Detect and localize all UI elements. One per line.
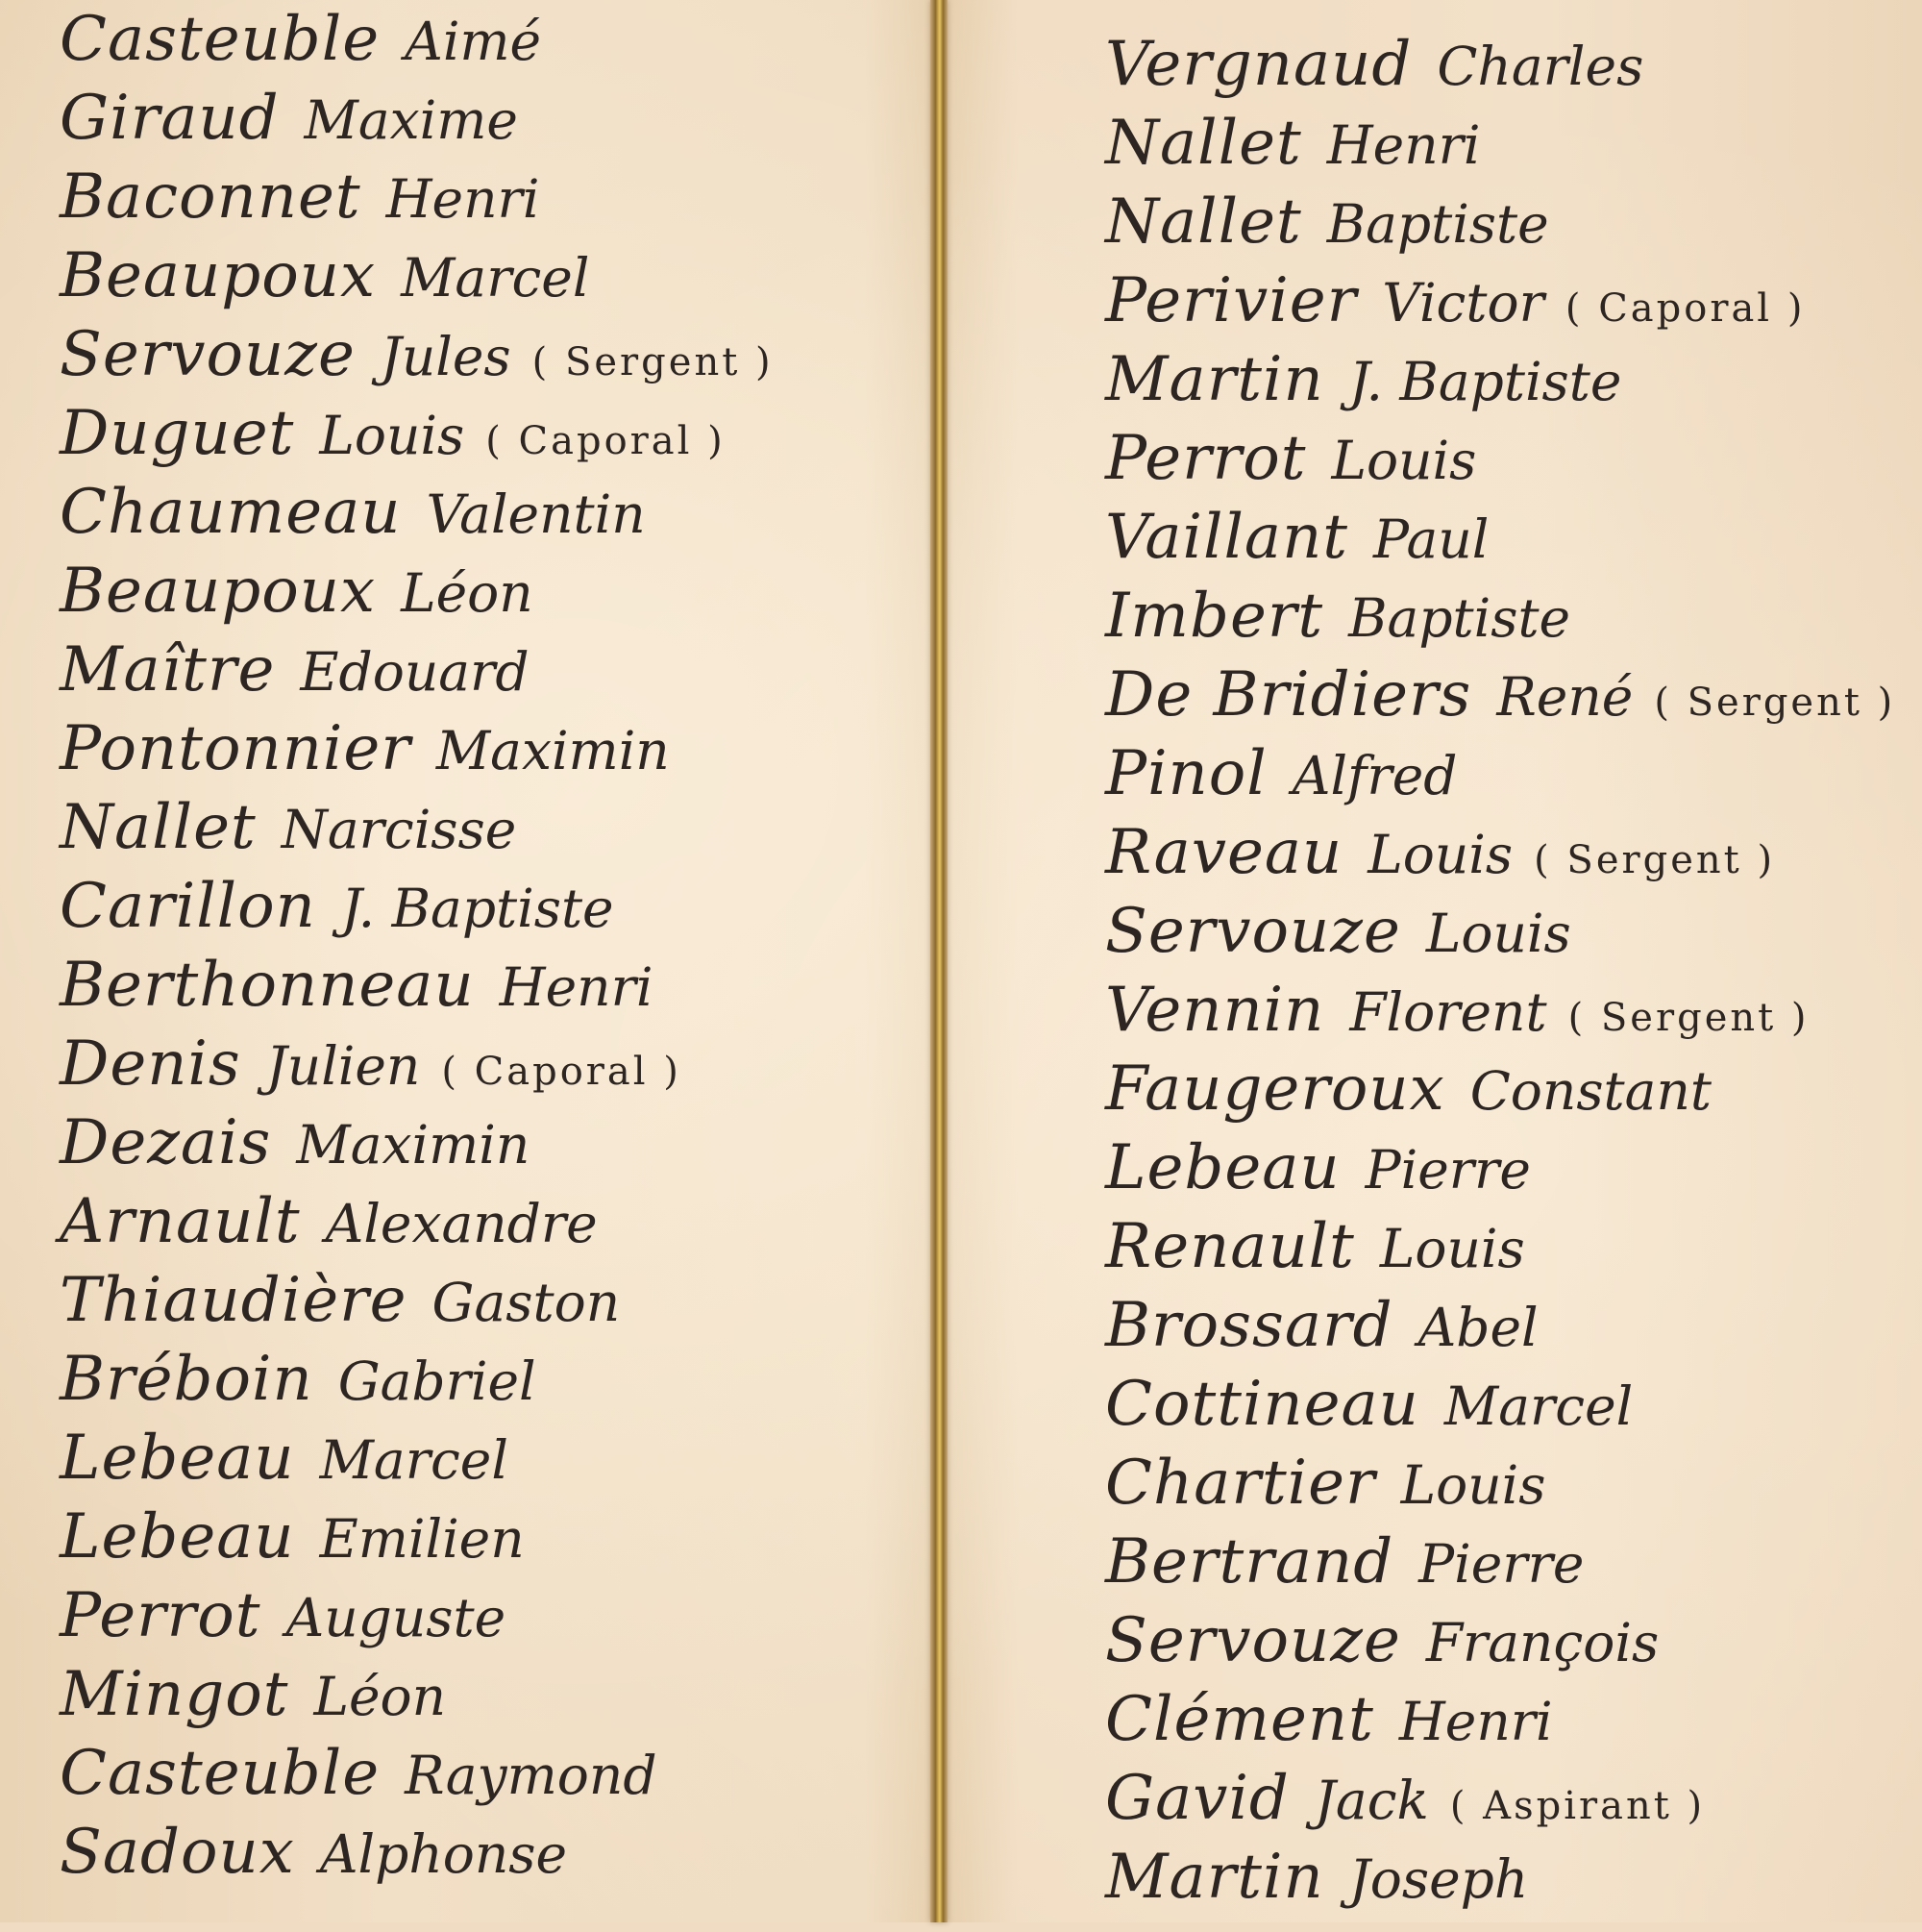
surname: Servouze <box>1105 896 1401 967</box>
given-name: Auguste <box>285 1587 506 1648</box>
given-name: Henri <box>385 168 540 230</box>
surname: Chartier <box>1105 1448 1376 1519</box>
given-name: Valentin <box>426 483 646 545</box>
name-entry <box>60 236 774 315</box>
rank-label: ( Sergent ) <box>1567 996 1810 1040</box>
surname: Imbert <box>1105 581 1324 652</box>
name-entry <box>1105 183 1895 261</box>
given-name: Gaston <box>431 1272 621 1333</box>
name-entry <box>60 1025 774 1103</box>
given-name: Léon <box>401 562 533 624</box>
rank-label: ( Sergent ) <box>531 340 774 384</box>
surname: Mingot <box>60 1659 289 1730</box>
name-entry <box>60 1340 774 1419</box>
given-name: Léon <box>313 1666 447 1727</box>
given-name: Pierre <box>1365 1139 1531 1201</box>
name-entry <box>1105 419 1895 498</box>
given-name: Abel <box>1417 1297 1539 1358</box>
name-entry <box>1105 1601 1895 1680</box>
surname: Maître <box>60 634 276 706</box>
rank-label: ( Sergent ) <box>1534 838 1776 882</box>
name-entry <box>60 158 774 236</box>
name-entry <box>60 1576 774 1655</box>
surname: Arnault <box>60 1186 301 1257</box>
name-entry <box>60 631 774 709</box>
surname: Lebeau <box>60 1501 295 1573</box>
name-entry <box>60 1182 774 1261</box>
surname: Perrot <box>60 1580 261 1651</box>
name-entry <box>60 552 774 631</box>
given-name: Jack <box>1314 1770 1429 1831</box>
name-entry <box>60 0 774 79</box>
right-name-column <box>1105 0 1895 1917</box>
surname: Denis <box>60 1028 241 1100</box>
name-entry <box>60 1498 774 1576</box>
name-entry <box>1105 1680 1895 1759</box>
given-name: Henri <box>1326 114 1481 176</box>
surname: Beaupoux <box>60 240 377 311</box>
name-entry <box>1105 656 1895 734</box>
rank-label: ( Caporal ) <box>441 1050 681 1094</box>
surname: Pontonnier <box>60 713 411 784</box>
given-name: Maximin <box>296 1114 530 1176</box>
surname: Giraud <box>60 83 280 154</box>
name-entry <box>1105 1523 1895 1601</box>
surname: Cottineau <box>1105 1369 1419 1440</box>
given-name: Marcel <box>401 247 590 309</box>
surname: Baconnet <box>60 161 361 233</box>
given-name: Jules <box>380 326 511 387</box>
name-entry <box>1105 1444 1895 1523</box>
given-name: Louis <box>1331 430 1477 491</box>
surname: Vergnaud <box>1105 29 1413 100</box>
given-name: Constant <box>1469 1060 1712 1122</box>
name-entry <box>1105 892 1895 971</box>
given-name: Baptiste <box>1348 587 1571 649</box>
name-entry <box>1105 1207 1895 1286</box>
surname: Servouze <box>1105 1605 1401 1676</box>
given-name: Maxime <box>304 89 518 151</box>
name-entry <box>60 946 774 1025</box>
surname: Vaillant <box>1105 502 1348 573</box>
name-entry <box>60 1261 774 1340</box>
surname: Chaumeau <box>60 477 402 548</box>
given-name: Louis <box>1368 824 1514 885</box>
surname: Nallet <box>1105 186 1302 258</box>
surname: Nallet <box>60 792 257 863</box>
name-entry <box>1105 1365 1895 1444</box>
surname: De Bridiers <box>1105 659 1472 731</box>
given-name: Henri <box>499 956 653 1018</box>
name-entry <box>1105 1838 1895 1917</box>
surname: Lebeau <box>1105 1132 1341 1203</box>
name-entry <box>1105 498 1895 577</box>
given-name: Alphonse <box>319 1823 568 1885</box>
surname: Nallet <box>1105 108 1302 179</box>
surname: Renault <box>1105 1211 1355 1282</box>
given-name: Louis <box>1379 1218 1525 1279</box>
surname: Beaupoux <box>60 556 377 627</box>
given-name: François <box>1425 1612 1660 1673</box>
name-entry <box>60 1813 774 1892</box>
given-name: Julien <box>265 1035 421 1097</box>
rank-label: ( Aspirant ) <box>1449 1784 1706 1828</box>
surname: Thiaudière <box>60 1265 407 1336</box>
name-entry <box>60 867 774 946</box>
name-entry <box>60 709 774 788</box>
given-name: Paul <box>1373 508 1490 570</box>
surname: Faugeroux <box>1105 1053 1445 1125</box>
rank-label: ( Caporal ) <box>485 419 726 463</box>
given-name: Louis <box>319 405 465 466</box>
given-name: Victor <box>1382 272 1544 334</box>
given-name: Florent <box>1349 981 1547 1043</box>
surname: Casteuble <box>60 4 381 75</box>
surname: Perrot <box>1105 423 1307 494</box>
name-entry <box>1105 734 1895 813</box>
given-name: Pierre <box>1418 1533 1585 1595</box>
name-entry <box>1105 1759 1895 1838</box>
given-name: J. Baptiste <box>340 878 614 939</box>
name-entry <box>1105 1050 1895 1128</box>
surname: Gavid <box>1105 1763 1290 1834</box>
name-entry <box>1105 25 1895 104</box>
surname: Clément <box>1105 1684 1374 1755</box>
name-entry <box>1105 1128 1895 1207</box>
name-entry <box>60 315 774 394</box>
surname: Carillon <box>60 871 316 942</box>
name-entry <box>1105 813 1895 892</box>
name-entry <box>1105 1286 1895 1365</box>
given-name: Charles <box>1437 36 1644 97</box>
surname: Brossard <box>1105 1290 1393 1361</box>
name-entry <box>60 1419 774 1498</box>
surname: Bertrand <box>1105 1526 1394 1598</box>
name-entry <box>60 394 774 473</box>
surname: Bréboin <box>60 1344 313 1415</box>
name-entry <box>60 473 774 552</box>
name-entry <box>1105 577 1895 656</box>
name-entry <box>60 1655 774 1734</box>
left-name-column <box>60 0 774 1892</box>
given-name: Gabriel <box>337 1350 536 1412</box>
surname: Pinol <box>1105 738 1268 809</box>
given-name: J. Baptiste <box>1348 351 1622 412</box>
given-name: Edouard <box>300 641 530 703</box>
rank-label: ( Sergent ) <box>1654 681 1896 725</box>
given-name: Alfred <box>1292 745 1458 806</box>
surname: Berthonneau <box>60 950 475 1021</box>
name-entry <box>60 79 774 158</box>
name-entry <box>1105 340 1895 419</box>
surname: Perivier <box>1105 265 1358 336</box>
name-entry <box>1105 971 1895 1050</box>
surname: Martin <box>1105 1842 1324 1913</box>
given-name: Narcisse <box>281 799 517 860</box>
surname: Duguet <box>60 398 295 469</box>
given-name: Aimé <box>405 11 542 72</box>
surname: Lebeau <box>60 1423 295 1494</box>
rank-label: ( Caporal ) <box>1565 286 1806 331</box>
given-name: Alexandre <box>325 1193 598 1254</box>
surname: Casteuble <box>60 1738 381 1809</box>
name-entry <box>60 1103 774 1182</box>
given-name: Louis <box>1425 903 1571 964</box>
surname: Dezais <box>60 1107 272 1178</box>
given-name: Joseph <box>1348 1848 1529 1910</box>
surname: Martin <box>1105 344 1324 415</box>
surname: Servouze <box>60 319 356 390</box>
given-name: Henri <box>1398 1691 1553 1752</box>
given-name: Raymond <box>405 1745 657 1806</box>
name-entry <box>1105 104 1895 183</box>
name-entry <box>60 1734 774 1813</box>
surname: Vennin <box>1105 975 1325 1046</box>
surname: Raveau <box>1105 817 1343 888</box>
surname: Sadoux <box>60 1817 295 1888</box>
given-name: Louis <box>1400 1454 1546 1516</box>
name-entry <box>1105 261 1895 340</box>
gold-column-divider <box>930 0 948 1922</box>
given-name: Marcel <box>1443 1375 1634 1437</box>
given-name: Emilien <box>319 1508 525 1570</box>
name-entry <box>60 788 774 867</box>
given-name: Marcel <box>319 1429 508 1491</box>
given-name: Maximin <box>435 720 670 781</box>
given-name: René <box>1496 666 1634 728</box>
given-name: Baptiste <box>1326 193 1549 255</box>
